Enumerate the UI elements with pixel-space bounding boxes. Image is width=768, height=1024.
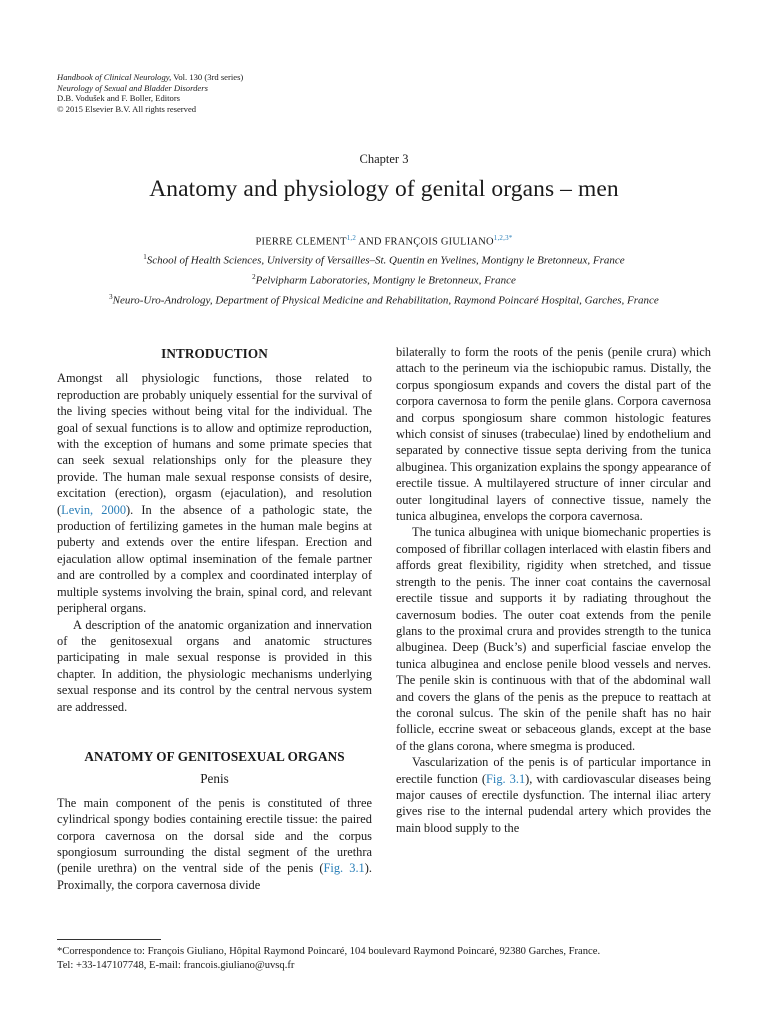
figure-link[interactable]: Fig. 3.1 (323, 861, 365, 876)
affiliation-1 (0, 253, 768, 267)
citation-link[interactable]: Levin, 2000 (61, 502, 127, 517)
paragraph: bilaterally to form the roots of the penis (penile crura) which attach to the perineum via the ischiopubic ramus. Distally, the corpus spongiosum expands and covers the distal part of the corpora cavernosa to form the penile glans. Corpora cavernosa and corpus spongiosum share common histologic features which consist of sinuses (trabeculae) lined by endothelium and separated by connective tissue septa deriving from the tunica albuginea. This organization explains the spongy appearance of erectile tissue. A multilayered structure of inner circular and outer longitudinal layers of connective tissue, namely the tunica albuginea, envelops the corpora cavernosa. (396, 345, 711, 524)
paragraph: A description of the anatomic organization and innervation of the genitosexual organs and anatomic structures participating in male sexual response is provided in this chapter. In addition, the physiologic mechanisms underlying sexual response and its control by the central nervous system are addressed. (57, 617, 372, 714)
author-1: PIERRE CLEMENT (255, 236, 347, 248)
paragraph-text: ). Proximally, the corpora cavernosa divide (57, 861, 372, 892)
page-title: Anatomy and physiology of genital organs – men (149, 176, 619, 202)
footnote-line-2: Tel: +33-147107748, E-mail: francois.giuliano@uvsq.fr (57, 960, 295, 971)
chapter-number: Chapter 3 (359, 152, 409, 166)
paragraph (396, 754, 711, 836)
subsection-heading-penis: Penis (200, 771, 229, 787)
section-heading-anatomy: ANATOMY OF GENITOSEXUAL ORGANS (84, 748, 345, 764)
copyright-line: © 2015 Elsevier B.V. All rights reserved (57, 103, 197, 114)
correspondence-footnote (57, 945, 717, 973)
affiliation-2-text: Pelvipharm Laboratories, Montigny le Bretonneux, France (255, 274, 516, 287)
author-line (0, 234, 768, 248)
paragraph (57, 795, 372, 893)
running-header (57, 72, 243, 114)
paragraph: The tunica albuginea with unique biomechanic properties is composed of fibrillar collagen interlaced with elastin fibers and affords great flexibility, rigidity when stretched, and tissue strength to the penis. The inner coat contains the cavernosal erectile tissue and supports it by radiating throughout the cavernosum bodies. The outer coat extends from the penile glans to the proximal crura and provides strength to the tunica albuginea. Deep (Buck’s) and superficial fasciae envelop the tunica albuginea and enclose penile blood vessels and nerves. The penile skin is continuous with that of the abdominal wall and covers the glans of the penis as the prepuce to reattach at the coronal sulcus. The skin of the penile shaft has no hair follicle, eccrine sweat or sebaceous glands, except at the base of the glans corona, where smegma is produced. (396, 525, 711, 753)
affiliation-1-text: School of Health Sciences, University of Versailles–St. Quentin en Yvelines, Montigny le Bretonneux, France (146, 254, 625, 267)
paragraph-text: Amongst all physiologic functions, those related to reproduction are probably uniquely essential for the survival of the living species without being vital for the individual. The goal of sexual functions is to allow and optimize reproduction, with the exception of humans and some primate species that can seek sexual relationships only for the pleasure they provide. The human male sexual response consists of desire, excitation (erection), orgasm (ejaculation), and resolution ( (57, 371, 372, 517)
footnote-line-1: *Correspondence to: François Giuliano, Hôpital Raymond Poincaré, 104 boulevard Raymond Poincaré, 92380 Garches, France. (57, 946, 601, 957)
editors-line: D.B. Vodušek and F. Boller, Editors (57, 93, 181, 104)
section-heading-introduction: INTRODUCTION (161, 346, 268, 361)
series-title: Handbook of Clinical Neurology, (57, 72, 172, 82)
author-1-affiliation[interactable]: 1,2 (346, 234, 357, 242)
affiliation-2 (0, 273, 768, 287)
affiliation-1-number: 1 (143, 253, 147, 261)
author-2-affiliation[interactable]: 1,2,3* (493, 234, 513, 242)
affiliation-3-text: Neuro-Uro-Andrology, Department of Physical Medicine and Rehabilitation, Raymond Poincaré Hospital, Garches, France (112, 294, 659, 307)
volume-title: Neurology of Sexual and Bladder Disorders (57, 82, 208, 93)
paragraph-text: ). In the absence of a pathologic state, the production of fertilizing gametes in the human male begins at puberty and extends over the entire lifespan. Erection and ejaculation allow optimal insemination of the female partner and are controlled by a complex and coordinated interplay of multiple systems involving the brain, spinal cord, and relevant peripheral organs. (57, 502, 372, 616)
paragraph-text: ), with cardiovascular diseases being major causes of erectile dysfunction. The internal iliac artery gives rise to the internal pudendal artery which provides the main blood supply to the (396, 771, 711, 835)
affiliation-2-number: 2 (252, 273, 256, 281)
author-2: AND FRANÇOIS GIULIANO (356, 236, 494, 248)
right-column (396, 344, 711, 836)
footnote-divider (57, 939, 161, 940)
figure-link[interactable]: Fig. 3.1 (485, 771, 526, 786)
left-column (57, 343, 372, 893)
affiliation-3 (0, 293, 768, 307)
affiliation-3-number: 3 (109, 293, 113, 301)
paragraph-text: The main component of the penis is constituted of three cylindrical spongy bodies containing erectile tissue: the paired corpora cavernosa on the dorsal side and the corpus spongiosum surrounding the distal segment of the urethra (penile urethra) on the ventral side of the penis ( (57, 795, 372, 876)
paragraph-text: Vascularization of the penis is of particular importance in erectile function ( (396, 755, 711, 786)
series-volume: Vol. 130 (3rd series) (171, 72, 244, 82)
paragraph (57, 370, 372, 616)
